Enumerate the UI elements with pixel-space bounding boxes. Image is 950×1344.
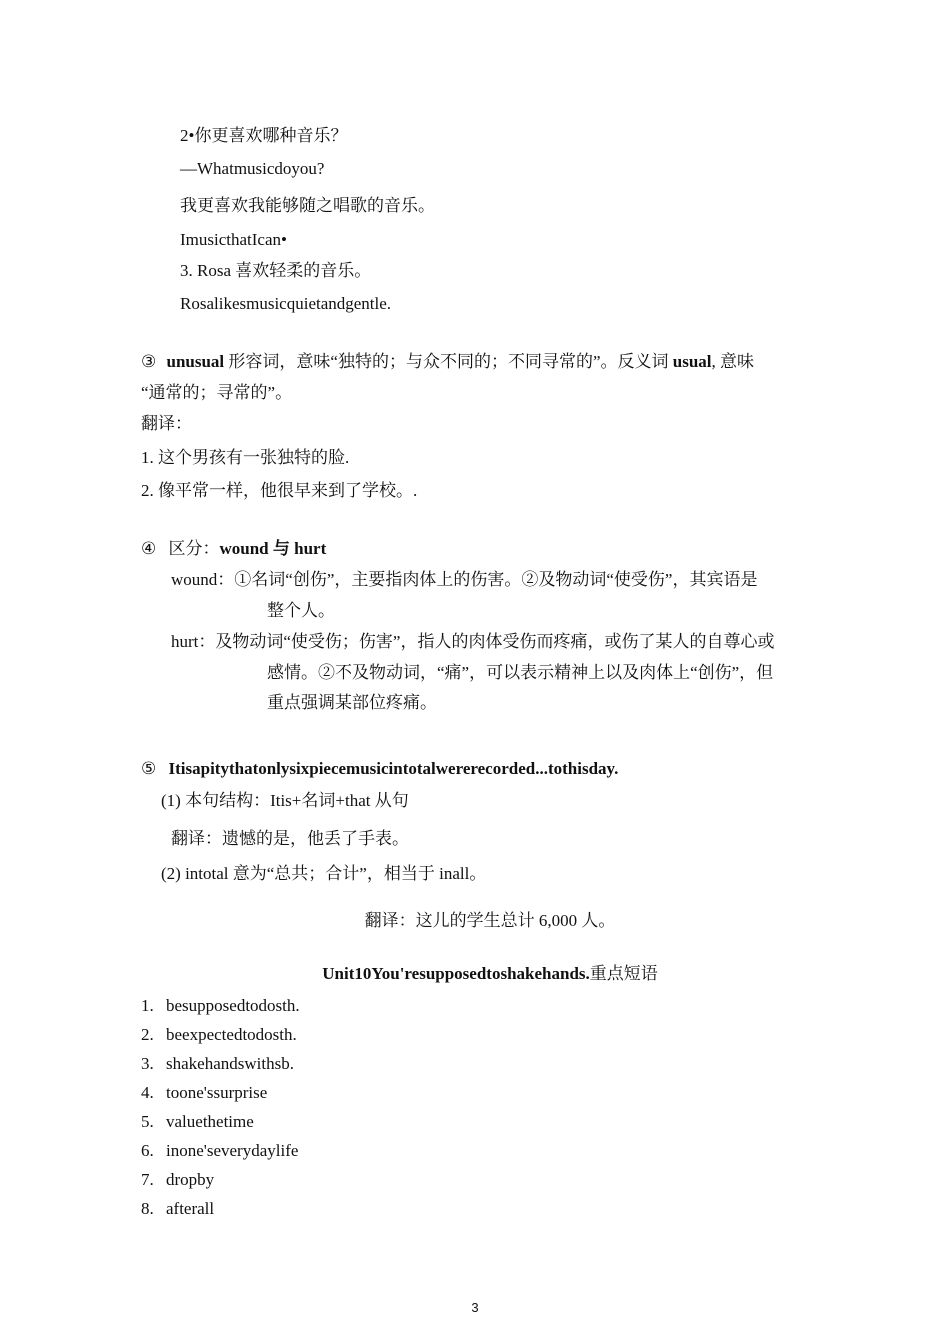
question-3: 3. Rosa 喜欢轻柔的音乐。 xyxy=(180,261,372,280)
section-5-sentence: Itisapitythatonlysixpiecemusicintotalwererecorded...tothisday. xyxy=(168,759,619,778)
hurt-definition-cont: 感情。②不及物动词，“痛”，可以表示精神上以及肉体上“创伤”，但 xyxy=(267,663,774,682)
section-4-heading xyxy=(141,538,326,560)
unit10-title xyxy=(0,963,950,985)
list-item: 6. inone'severydaylife xyxy=(141,1141,299,1160)
section-3-item: 1. 这个男孩有一张独特的脸. xyxy=(141,448,350,467)
list-item: 1. besupposedtodosth. xyxy=(141,996,300,1015)
list-item: 7. dropby xyxy=(141,1170,215,1189)
section-5-marker: ⑤ xyxy=(141,759,157,778)
section-5-point-2-translate: 翻译：这儿的学生总计 6,000 人。 xyxy=(364,911,616,930)
answer-2-chinese: 我更喜欢我能够随之唱歌的音乐。 xyxy=(180,196,435,215)
question-2: 2•你更喜欢哪种音乐？ xyxy=(180,126,348,145)
section-3-desc-line2: “通常的；寻常的”。 xyxy=(141,383,293,402)
wound-definition-cont: 整个人。 xyxy=(267,601,335,620)
list-item: 3. shakehandswithsb. xyxy=(141,1054,294,1073)
section-3-item: 2. 像平常一样，他很早来到了学校。. xyxy=(141,481,418,500)
list-item: 5. valuethetime xyxy=(141,1112,254,1131)
section-3-heading xyxy=(141,351,754,373)
unit10-title-english: Unit10You'resupposedtoshakehands. xyxy=(322,964,590,983)
section-5-point-1-translate: 翻译：遗憾的是，他丢了手表。 xyxy=(171,829,409,848)
page-number: 3 xyxy=(471,1300,479,1315)
list-item: 4. toone'ssurprise xyxy=(141,1083,268,1102)
question-2-english: —Whatmusicdoyou? xyxy=(180,159,325,178)
hurt-definition: hurt：及物动词“使受伤；伤害”，指人的肉体受伤而疼痛，或伤了某人的自尊心或 xyxy=(171,632,775,651)
section-5-point-2: (2) intotal 意为“总共；合计”，相当于 inall。 xyxy=(161,864,487,883)
section-5-point-1: (1) 本句结构：Itis+名词+that 从句 xyxy=(161,791,409,810)
section-3-desc-tail: , 意味 xyxy=(711,352,755,371)
answer-2-english: ImusicthatIcan• xyxy=(180,230,287,249)
section-4-marker: ④ xyxy=(141,539,157,558)
section-3-translate-label: 翻译： xyxy=(141,414,192,433)
list-item: 8. afterall xyxy=(141,1199,215,1218)
section-4-title-prefix: 区分： xyxy=(168,539,220,558)
section-3-desc: 形容词，意味“独特的；与众不同的；不同寻常的”。反义词 xyxy=(228,352,669,371)
hurt-definition-cont: 重点强调某部位疼痛。 xyxy=(267,693,437,712)
section-3-antonym: usual xyxy=(672,352,712,371)
section-3-word: unusual xyxy=(166,352,225,371)
section-3-marker: ③ xyxy=(141,352,157,371)
question-3-english: Rosalikesmusicquietandgentle. xyxy=(180,294,392,313)
list-item: 2. beexpectedtodosth. xyxy=(141,1025,297,1044)
section-4-title-words: wound 与 hurt xyxy=(219,539,327,558)
section-5-heading xyxy=(141,758,618,780)
unit10-title-chinese: 重点短语 xyxy=(589,964,658,983)
wound-definition: wound：①名词“创伤”，主要指肉体上的伤害。②及物动词“使受伤”，其宾语是 xyxy=(171,570,758,589)
